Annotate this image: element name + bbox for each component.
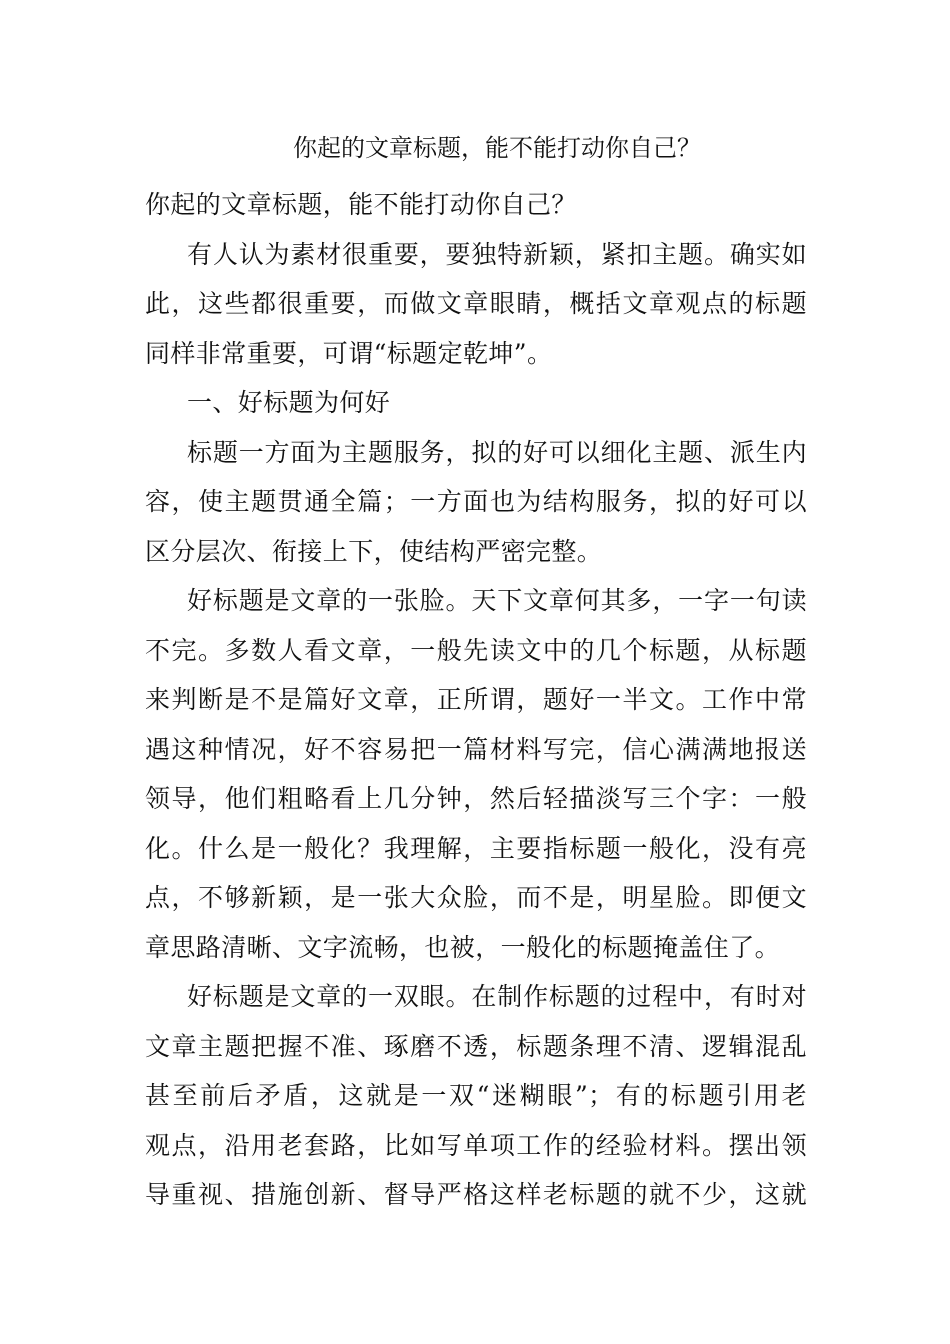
paragraph-structure bbox=[145, 428, 807, 577]
text-line: 好标题是文章的一张脸。天下文章何其多，一字一句读 bbox=[187, 586, 807, 615]
text-line: 导重视、措施创新、督导严格这样老标题的就不少，这就 bbox=[145, 1180, 807, 1209]
text-line: 化。什么是一般化？我理解，主要指标题一般化，没有亮 bbox=[145, 833, 807, 863]
paragraph-intro bbox=[145, 230, 807, 379]
document-title: 你起的文章标题，能不能打动你自己？ bbox=[293, 134, 701, 162]
text-line: 不完。多数人看文章，一般先读文中的几个标题，从标题 bbox=[145, 635, 807, 665]
text-line: 有人认为素材很重要，要独特新颖，紧扣主题。确实如 bbox=[187, 239, 807, 269]
text-line: 好标题是文章的一双眼。在制作标题的过程中，有时对 bbox=[187, 982, 807, 1011]
text-line: 甚至前后矛盾，这就是一双“迷糊眼”；有的标题引用老 bbox=[145, 1081, 807, 1110]
text-line: 点，不够新颖，是一张大众脸，而不是，明星脸。即便文 bbox=[145, 883, 807, 912]
text-line: 观点，沿用老套路，比如写单项工作的经验材料。摆出领 bbox=[145, 1130, 807, 1160]
text-line: 领导，他们粗略看上几分钟，然后轻描淡写三个字：一般 bbox=[145, 784, 807, 813]
text-line: 同样非常重要，可谓“标题定乾坤”。 bbox=[145, 338, 553, 368]
text-line: 你起的文章标题，能不能打动你自己？ bbox=[145, 190, 577, 219]
text-line: 一、好标题为何好 bbox=[187, 388, 391, 417]
document-body bbox=[145, 180, 807, 1220]
subtitle-line bbox=[145, 180, 807, 230]
text-line: 区分层次、衔接上下，使结构严密完整。 bbox=[145, 536, 603, 566]
section-heading bbox=[145, 378, 807, 428]
text-line: 此，这些都很重要，而做文章眼睛，概括文章观点的标题 bbox=[145, 289, 807, 318]
text-line: 文章主题把握不准、琢磨不透，标题条理不清、逻辑混乱 bbox=[145, 1031, 807, 1061]
paragraph-eyes bbox=[145, 972, 807, 1220]
text-line: 遇这种情况，好不容易把一篇材料写完，信心满满地报送 bbox=[145, 734, 807, 764]
paragraph-face bbox=[145, 576, 807, 972]
text-line: 容，使主题贯通全篇；一方面也为结构服务，拟的好可以 bbox=[145, 487, 807, 516]
text-line: 标题一方面为主题服务，拟的好可以细化主题、派生内 bbox=[187, 437, 807, 467]
text-line: 章思路清晰、文字流畅，也被，一般化的标题掩盖住了。 bbox=[145, 932, 781, 962]
text-line: 来判断是不是篇好文章，正所谓，题好一半文。工作中常 bbox=[145, 685, 807, 714]
